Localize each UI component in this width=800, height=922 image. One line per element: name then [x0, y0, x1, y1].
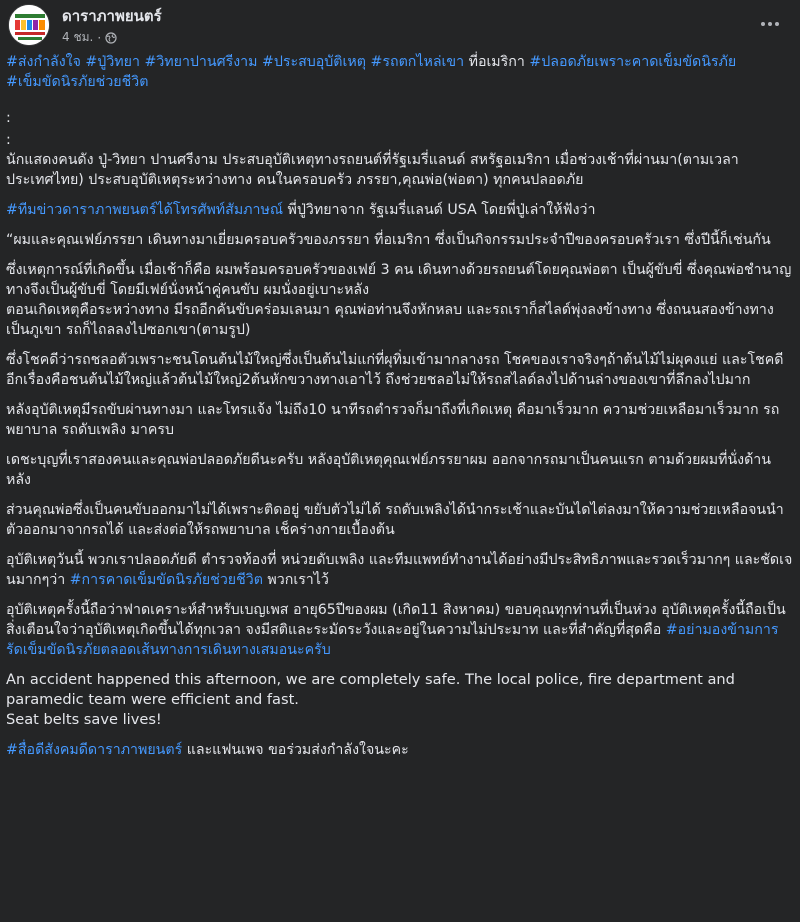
post-paragraph: [6, 200, 794, 220]
more-horizontal-icon: [760, 21, 780, 27]
post-paragraph: “ผมและคุณเฟย์ภรรยา เดินทางมาเยี่ยมครอบครัวของภรรยา ที่อเมริกา ซึ่งเป็นกิจกรรมประจำปีของครอบครัวเรา ซึ่งปีนี้ก็เช่นกัน: [6, 232, 771, 248]
post-text: อุบัติเหตุครั้งนี้ถือว่าฟาดเคราะห์สำหรับเบญเพส อายุ65ปีของผม (เกิด11 สิงหาคม) ขอบคุณทุกท่านที่เป็นห่วง อุบัติเหตุครั้งนี้ถือเป็นสิ่งเตือนใจว่าอุบัติเหตุเกิดขึ้นได้ทุกเวลา จงมีสติและระมัดระวังและอยู่ในความไม่ประมาท และที่สำคัญที่สุดคือ: [6, 602, 786, 638]
post-paragraph: ซึ่งโชคดีว่ารถชลอตัวเพราะชนโดนต้นไม้ใหญ่ซึ่งเป็นต้นไม่แก่ที่ผุทิ่มเข้ามากลางรถ โชคของเราจริงๆถ้าต้นไม้ไม่ผุคงแย่ และโชคดีอีกเรื่องคือชนต้นไม้ใหญ่แล้วต้นไม้ใหญ่2ต้นหักขวางทางเอาไว้ ถึงช่วยชลอไม่ให้รถสไลด์ลงไปด้านล่างของเขาที่ลึกลงไปมาก: [6, 352, 784, 388]
post-text: Seat belts save lives!: [6, 711, 162, 728]
page-avatar[interactable]: [8, 4, 50, 46]
hashtag-link[interactable]: #รถตกไหล่เขา: [370, 54, 465, 70]
hashtag-link[interactable]: #ส่งกำลังใจ: [6, 54, 81, 70]
post-paragraph: [6, 600, 794, 660]
post-text: พวกเราไว้: [262, 572, 329, 588]
post-paragraph: เดชะบุญที่เราสองคนและคุณพ่อปลอดภัยดีนะครับ หลังอุบัติเหตุคุณเฟย์ภรรยาผม ออกจากรถมาเป็นคนแรก ตามด้วยผมที่นั่งด้านหลัง: [6, 452, 771, 488]
post-text: ซึ่งเหตุการณ์ที่เกิดขึ้น เมื่อเช้าก็คือ ผมพร้อมครอบครัวของเฟย์ 3 คน เดินทางด้วยรถยนต์โดยคุณพ่อตา เป็นผู้ขับขี่ ซึ่งคุณพ่อชำนาญทางจึงเป็นผู้ขับขี่ โดยมีเฟย์นั่งหน้าคู่คนขับ ผมนั่งอยู่เบาะหลัง: [6, 262, 792, 298]
globe-icon[interactable]: [105, 32, 117, 44]
page-name[interactable]: ดาราภาพยนตร์: [62, 7, 162, 25]
post-time[interactable]: 4 ชม.: [62, 30, 94, 44]
hashtag-link[interactable]: #ปู่วิทยา: [85, 54, 140, 70]
post-text: พี่ปู่วิทยาจาก รัฐเมรี่แลนด์ USA โดยพี่ปู่เล่าให้ฟังว่า: [283, 202, 596, 218]
post-paragraph: หลังอุบัติเหตุมีรถขับผ่านทางมา และโทรแจ้ง ไม่ถึง10 นาทีรถตำรวจก็มาถึงที่เกิดเหตุ คือมาเร็วมาก ความช่วยเหลือมาเร็วมาก รถพยาบาล รถดับเพลิง มาครบ: [6, 402, 780, 438]
hashtag-link[interactable]: #สื่อดีสังคมดีดาราภาพยนตร์: [6, 742, 183, 758]
post-header: [0, 0, 800, 52]
post-text: และแฟนเพจ ขอร่วมส่งกำลังใจนะคะ: [182, 742, 409, 758]
post-text: An accident happened this afternoon, we are completely safe. The local police, fire department and paramedic team were efficient and fast.: [6, 671, 735, 708]
post-paragraph: [6, 740, 794, 760]
hashtag-link[interactable]: #การคาดเข็มขัดนิรภัยช่วยชีวิต: [69, 572, 263, 588]
hashtag-link[interactable]: #วิทยาปานศรีงาม: [144, 54, 258, 70]
page-logo: [9, 5, 50, 46]
post-paragraph: [6, 260, 794, 340]
post-paragraph: นักแสดงคนดัง ปู่-วิทยา ปานศรีงาม ประสบอุบัติเหตุทางรถยนต์ที่รัฐเมรี่แลนด์ สหรัฐอเมริกา เมื่อช่วงเช้าที่ผ่านมา(ตามเวลาประเทศไทย) ประสบอุบัติเหตุระหว่างทาง คนในครอบครัว ภรรยา,คุณพ่อ(พ่อตา) ทุกคนปลอดภัย: [6, 152, 739, 188]
hashtag-link[interactable]: #เข็มขัดนิรภัยช่วยชีวิต: [6, 74, 149, 90]
hashtag-link[interactable]: #ทีมข่าวดาราภาพยนตร์ได้โทรศัพท์สัมภาษณ์: [6, 202, 284, 218]
post-body: [0, 52, 800, 760]
post-paragraph: [6, 550, 794, 590]
post-paragraph: ส่วนคุณพ่อซึ่งเป็นคนขับออกมาไม่ได้เพราะติดอยู่ ขยับตัวไม่ได้ รถดับเพลิงได้นำกระเช้าและบันไดไต่ลงมาให้ความช่วยเหลือจนนำตัวออกมาจากรถได้ และส่งต่อให้รถพยาบาล เช็คร่างกายเบื้องต้น: [6, 502, 784, 538]
hashtag-link[interactable]: #ปลอดภัยเพราะคาดเข็มขัดนิรภัย: [529, 54, 737, 70]
hashtag-paragraph: [6, 52, 794, 92]
post-text: อุบัติเหตุวันนี้ พวกเราปลอดภัยดี ตำรวจท้องที่ หน่วยดับเพลิง และทีมแพทย์ทำงานได้อย่างมีประสิทธิภาพและรวดเร็วมากๆ และชัดเจนมากๆว่า: [6, 552, 793, 588]
meta-separator: ·: [97, 30, 102, 45]
hashtag-link[interactable]: #อย่ามองข้ามการรัดเข็มขัดนิรภัยตลอดเส้นทางการเดินทางเสมอนะครับ: [6, 622, 779, 658]
hashtag-link[interactable]: #ประสบอุบัติเหตุ: [261, 54, 366, 70]
separator-colon: :: [6, 110, 11, 126]
post-meta: [62, 28, 117, 47]
more-options-button[interactable]: [752, 6, 788, 42]
post-paragraph-english: [6, 670, 794, 730]
separator-colon: :: [6, 132, 11, 148]
post-text: ตอนเกิดเหตุคือระหว่างทาง มีรถอีกคันขับคร่อมเลนมา คุณพ่อท่านจึงหักหลบ และรถเราก็สไลด์พุ่งลงข้างทาง ซึ่งถนนสองข้างทางเป็นภูเขา รถก็ไถลลงไปซอกเขา(ตามรูป): [6, 302, 774, 338]
post-text: ที่อเมริกา: [464, 54, 530, 70]
